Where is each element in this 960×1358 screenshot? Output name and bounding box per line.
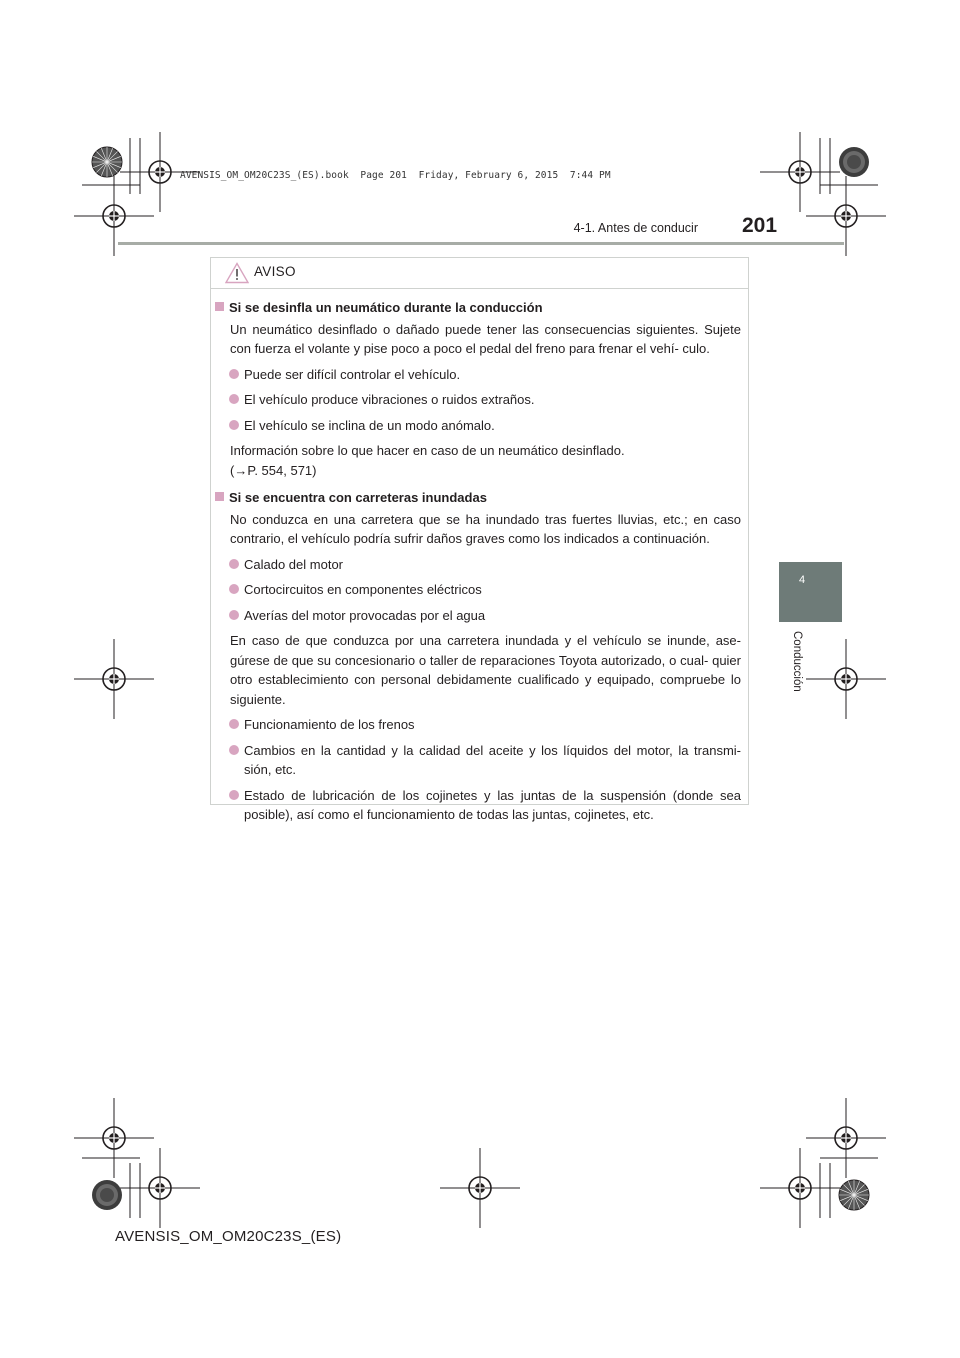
list-item: Puede ser difícil controlar el vehículo. — [244, 365, 741, 385]
circle-bullet-icon — [229, 745, 239, 755]
warning-title: AVISO — [254, 264, 296, 279]
circle-bullet-icon — [229, 420, 239, 430]
circle-bullet-icon — [229, 719, 239, 729]
circle-bullet-icon — [229, 559, 239, 569]
circle-bullet-icon — [229, 369, 239, 379]
square-bullet-icon — [215, 302, 224, 311]
list-item: Cortocircuitos en componentes eléctricos — [244, 580, 741, 600]
chapter-tab — [779, 562, 842, 622]
circle-bullet-icon — [229, 790, 239, 800]
section-title: 4-1. Antes de conducir — [573, 221, 698, 235]
paragraph: Un neumático desinflado o dañado puede tener las consecuencias siguientes. Sujete con fuerza el volante y pise poco a poco el pedal del freno para frenar el vehí- culo. — [230, 321, 741, 356]
list-item: Calado del motor — [244, 555, 741, 575]
print-info-line: AVENSIS_OM_OM20C23S_(ES).book Page 201 Friday, February 6, 2015 7:44 PM — [180, 170, 611, 181]
square-bullet-icon — [215, 492, 224, 501]
chapter-number: 4 — [798, 574, 806, 586]
list-item: Estado de lubricación de los cojinetes y las juntas de la suspensión (donde sea posible), así como el funcionamiento de todas las juntas, cojinetes, etc. — [244, 786, 741, 825]
document-id: AVENSIS_OM_OM20C23S_(ES) — [115, 1228, 342, 1245]
chapter-label: Conducción — [791, 631, 803, 692]
list-item: El vehículo produce vibraciones o ruidos extraños. — [244, 390, 741, 410]
warning-content — [211, 290, 748, 825]
warning-header — [211, 258, 748, 289]
page-number: 201 — [742, 214, 778, 237]
paragraph: No conduzca en una carretera que se ha inundado tras fuertes lluvias, etc.; en caso contrario, el vehículo podría sufrir daños graves como los indicados a continuación. — [230, 511, 741, 546]
circle-bullet-icon — [229, 584, 239, 594]
list-item: El vehículo se inclina de un modo anómalo. — [244, 416, 741, 436]
header-rule — [118, 242, 844, 245]
circle-bullet-icon — [229, 610, 239, 620]
list-item: Averías del motor provocadas por el agua — [244, 606, 741, 626]
list-item: Cambios en la cantidad y la calidad del aceite y los líquidos del motor, la transmi- sión, etc. — [244, 741, 741, 780]
warning-box — [210, 257, 749, 822]
warning-triangle-icon — [225, 262, 249, 289]
list-item: Funcionamiento de los frenos — [244, 715, 741, 735]
section-heading: Si se encuentra con carreteras inundadas — [211, 488, 748, 508]
paragraph: Información sobre lo que hacer en caso de un neumático desinflado. (→P. 554, 571) — [230, 443, 625, 478]
circle-bullet-icon — [229, 394, 239, 404]
section-heading: Si se desinfla un neumático durante la conducción — [211, 298, 748, 318]
paragraph: En caso de que conduzca por una carretera inundada y el vehículo se inunde, ase- gúrese de que su concesionario o taller de reparaciones Toyota autorizado, o cual- quier otro establecimiento con personal debidamente cualificado y equipado, compruebe lo siguiente. — [230, 633, 741, 707]
